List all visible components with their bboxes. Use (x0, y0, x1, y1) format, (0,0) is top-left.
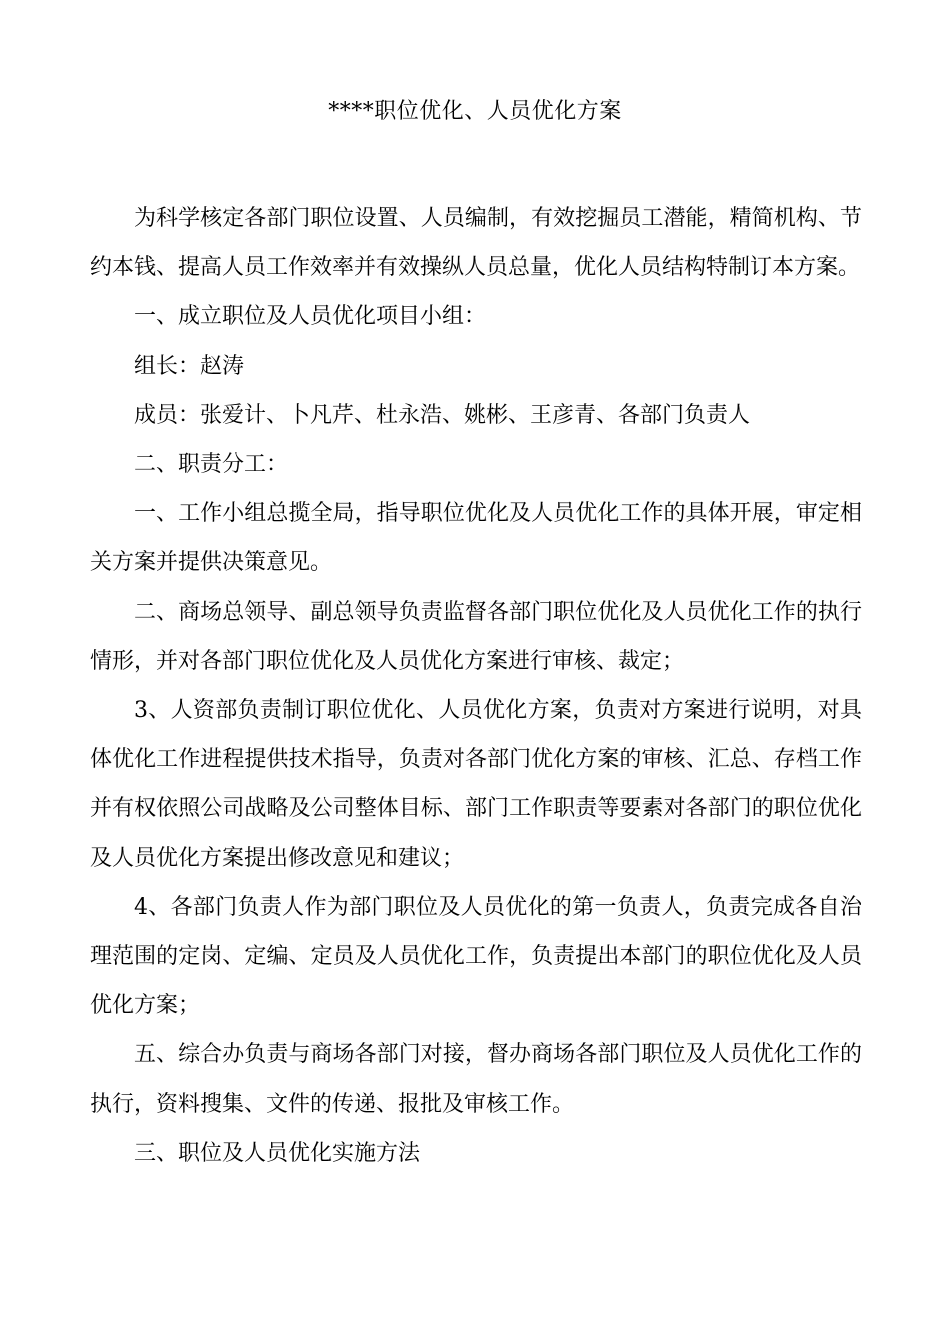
paragraph-duty-5: 五、综合办负责与商场各部门对接，督办商场各部门职位及人员优化工作的执行，资料搜集、文件的传递、报批及审核工作。 (90, 1042, 862, 1117)
paragraph-intro: 为科学核定各部门职位设置、人员编制，有效挖掘员工潜能，精简机构、节约本钱、提高人员工作效率并有效操纵人员总量，优化人员结构特制订本方案。 (90, 206, 862, 281)
document-body (90, 194, 862, 1178)
document-title: ****职位优化、人员优化方案 (328, 99, 622, 124)
paragraph-section-3-heading: 三、职位及人员优化实施方法 (134, 1140, 421, 1166)
paragraph-team-members: 成员：张爱计、卜凡芹、杜永浩、姚彬、王彦青、各部门负责人 (134, 402, 751, 428)
paragraph-section-1-heading: 一、成立职位及人员优化项目小组： (134, 304, 487, 330)
paragraph-duty-1: 一、工作小组总揽全局，指导职位优化及人员优化工作的具体开展，审定相关方案并提供决策意见。 (90, 501, 862, 576)
paragraph-duty-2: 二、商场总领导、副总领导负责监督各部门职位优化及人员优化工作的执行情形，并对各部门职位优化及人员优化方案进行审核、裁定； (90, 599, 862, 674)
paragraph-team-leader: 组长：赵涛 (134, 353, 245, 379)
paragraph-duty-4: 4、各部门负责人作为部门职位及人员优化的第一负责人，负责完成各自治理范围的定岗、定编、定员及人员优化工作，负责提出本部门的职位优化及人员优化方案； (90, 894, 862, 1019)
paragraph-duty-3: 3、人资部负责制订职位优化、人员优化方案，负责对方案进行说明，对具体优化工作进程提供技术指导，负责对各部门优化方案的审核、汇总、存档工作并有权依照公司战略及公司整体目标、部门工作职责等要素对各部门的职位优化及人员优化方案提出修改意见和建议； (90, 698, 862, 871)
paragraph-section-2-heading: 二、职责分工： (134, 452, 289, 478)
